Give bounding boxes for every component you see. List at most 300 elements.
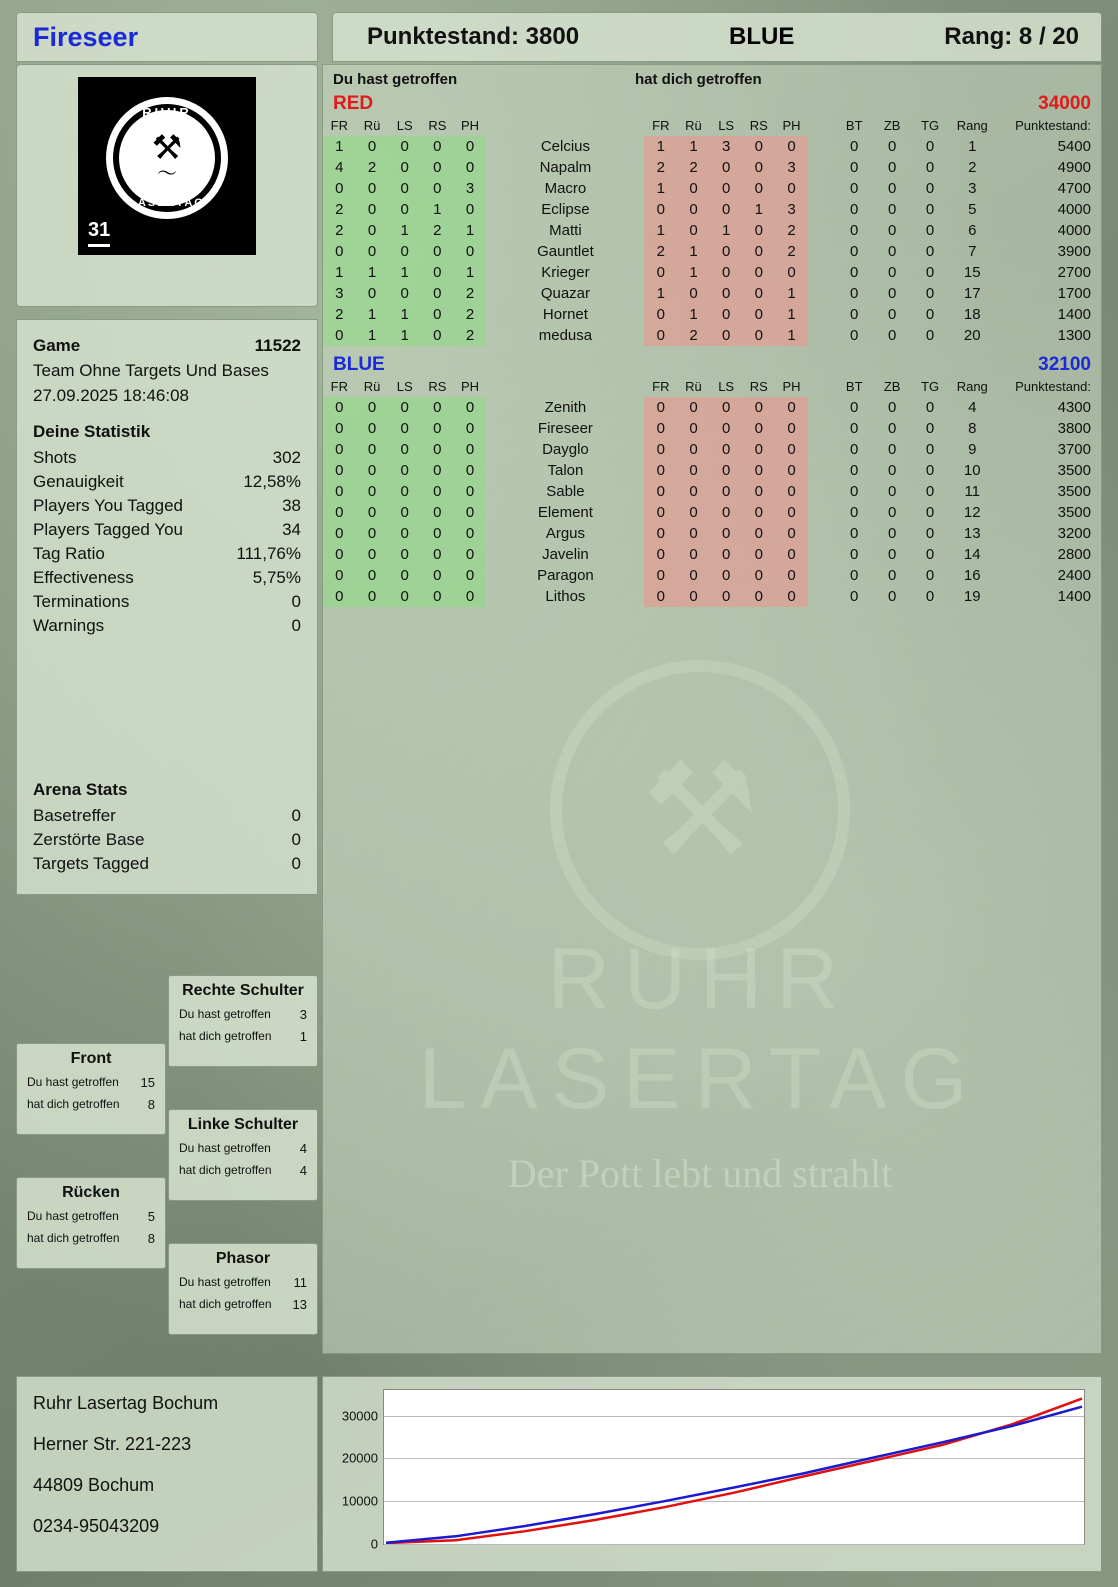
col-header-right-FR: FR <box>652 379 670 394</box>
cell-you-tagged: 0 <box>388 565 421 586</box>
cell-you-tagged: 0 <box>356 502 389 523</box>
game-mode: Team Ohne Targets Und Bases <box>33 361 269 380</box>
zone-got-hit-label: hat dich getroffen <box>179 1029 272 1043</box>
table-row[interactable] <box>323 397 1101 418</box>
cell-tagged-you: 0 <box>710 460 743 481</box>
cell-you-tagged: 0 <box>323 418 356 439</box>
cell-rank: 9 <box>968 441 977 458</box>
cell-you-tagged: 0 <box>421 304 454 325</box>
cell-tg: 0 <box>925 201 935 218</box>
col-header-left-PH: PH <box>460 118 480 133</box>
cell-tagged-you: 0 <box>743 283 776 304</box>
cell-zb: 0 <box>887 483 897 500</box>
cell-you-tagged: 2 <box>323 220 356 241</box>
stat-value-shots: 302 <box>272 448 301 467</box>
cell-you-tagged: 0 <box>356 178 389 199</box>
cell-you-tagged: 1 <box>454 220 487 241</box>
cell-points: 2700 <box>1057 264 1091 281</box>
arena-value-basetreffer: 0 <box>291 806 301 825</box>
table-row[interactable] <box>323 418 1101 439</box>
cell-you-tagged: 0 <box>388 397 421 418</box>
cell-tagged-you: 2 <box>775 241 808 262</box>
cell-bt: 0 <box>850 159 859 176</box>
chart-plot-area <box>341 1389 1085 1552</box>
cell-you-tagged: 0 <box>388 199 421 220</box>
scoreboard-column-headers <box>323 65 1101 93</box>
table-row[interactable] <box>323 502 1101 523</box>
col-header-player <box>486 117 644 136</box>
cell-zb: 0 <box>887 327 897 344</box>
cell-gap <box>808 220 835 241</box>
cell-tagged-you: 0 <box>644 586 677 607</box>
you-tagged-label: Du hast getroffen <box>333 71 458 88</box>
chart-y-tick-label: 0 <box>370 1536 378 1552</box>
address-line-3: 44809 Bochum <box>33 1475 155 1495</box>
cell-you-tagged: 0 <box>356 283 389 304</box>
cell-zb: 0 <box>887 420 897 437</box>
chart-y-tick-label: 30000 <box>341 1408 378 1424</box>
zone-got-hit-value-right-shoulder: 1 <box>299 1029 307 1044</box>
cell-tagged-you: 0 <box>677 460 710 481</box>
cell-tagged-you: 0 <box>775 544 808 565</box>
cell-zb: 0 <box>887 159 897 176</box>
cell-player-name: Gauntlet <box>537 243 594 260</box>
venue-address-panel <box>16 1376 318 1572</box>
cell-you-tagged: 1 <box>388 325 421 346</box>
cell-tagged-you: 0 <box>743 304 776 325</box>
cell-you-tagged: 0 <box>454 523 487 544</box>
cell-tagged-you: 0 <box>710 565 743 586</box>
cell-tagged-you: 0 <box>775 178 808 199</box>
cell-you-tagged: 0 <box>356 397 389 418</box>
col-header-punktestand: Punktestand: <box>1015 118 1091 133</box>
cell-you-tagged: 0 <box>356 220 389 241</box>
cell-rank: 3 <box>968 180 977 197</box>
table-row[interactable] <box>323 283 1101 304</box>
cell-bt: 0 <box>850 264 859 281</box>
cell-you-tagged: 0 <box>454 481 487 502</box>
cell-bt: 0 <box>850 201 859 218</box>
cell-bt: 0 <box>850 327 859 344</box>
table-row[interactable] <box>323 157 1101 178</box>
cell-tagged-you: 0 <box>677 544 710 565</box>
cell-tagged-you: 0 <box>710 439 743 460</box>
cell-you-tagged: 1 <box>356 325 389 346</box>
cell-you-tagged: 0 <box>388 418 421 439</box>
cell-gap <box>808 586 835 607</box>
cell-points: 3500 <box>1057 504 1091 521</box>
stat-value-tag-ratio: 111,76% <box>236 544 301 563</box>
cell-tagged-you: 0 <box>743 178 776 199</box>
table-row[interactable] <box>323 325 1101 346</box>
cell-tagged-you: 2 <box>775 220 808 241</box>
cell-tg: 0 <box>925 222 935 239</box>
cell-player-name: Talon <box>547 462 584 479</box>
cell-points: 3500 <box>1057 462 1091 479</box>
chart-y-tick-label: 20000 <box>341 1450 378 1466</box>
zone-hit-value-back: 5 <box>147 1209 155 1224</box>
cell-tagged-you: 2 <box>644 157 677 178</box>
cell-tagged-you: 0 <box>710 481 743 502</box>
cell-you-tagged: 0 <box>421 325 454 346</box>
cell-you-tagged: 0 <box>421 544 454 565</box>
col-header-right-Rü: Rü <box>685 118 702 133</box>
cell-tagged-you: 1 <box>644 283 677 304</box>
zone-title-front: Front <box>70 1050 112 1067</box>
cell-player-name: Fireseer <box>537 420 593 437</box>
cell-tagged-you: 0 <box>743 157 776 178</box>
cell-points: 3200 <box>1057 525 1091 542</box>
cell-gap <box>808 241 835 262</box>
cell-player-name: Celcius <box>540 138 591 155</box>
col-header-left-Rü: Rü <box>363 379 381 394</box>
cell-you-tagged: 0 <box>388 439 421 460</box>
cell-you-tagged: 0 <box>454 241 487 262</box>
zone-hit-label: Du hast getroffen <box>179 1007 271 1021</box>
cell-tagged-you: 0 <box>710 304 743 325</box>
arena-label-zerstoerte-base: Zerstörte Base <box>33 830 145 849</box>
cell-you-tagged: 0 <box>356 241 389 262</box>
cell-zb: 0 <box>887 264 897 281</box>
cell-tagged-you: 0 <box>677 283 710 304</box>
cell-tagged-you: 1 <box>644 136 677 157</box>
cell-you-tagged: 0 <box>356 586 389 607</box>
cell-points: 2400 <box>1057 567 1091 584</box>
cell-you-tagged: 0 <box>388 241 421 262</box>
table-row[interactable] <box>323 262 1101 283</box>
table-row[interactable] <box>323 220 1101 241</box>
cell-tagged-you: 0 <box>710 325 743 346</box>
table-row[interactable] <box>323 523 1101 544</box>
col-header-left-LS: LS <box>396 379 413 394</box>
cell-gap <box>808 439 835 460</box>
cell-tg: 0 <box>925 525 935 542</box>
cell-tg: 0 <box>925 462 935 479</box>
cell-tagged-you: 0 <box>710 157 743 178</box>
cell-you-tagged: 0 <box>356 523 389 544</box>
cell-tagged-you: 0 <box>743 502 776 523</box>
cell-you-tagged: 2 <box>323 199 356 220</box>
cell-you-tagged: 1 <box>356 262 389 283</box>
cell-you-tagged: 3 <box>454 178 487 199</box>
cell-you-tagged: 2 <box>323 304 356 325</box>
cell-you-tagged: 0 <box>323 439 356 460</box>
score-label: Punktestand: 3800 <box>367 23 580 50</box>
zone-phasor <box>168 1243 318 1335</box>
table-row[interactable] <box>323 544 1101 565</box>
cell-tagged-you: 0 <box>644 199 677 220</box>
cell-you-tagged: 2 <box>421 220 454 241</box>
cell-tagged-you: 0 <box>743 586 776 607</box>
col-gap <box>808 117 835 136</box>
cell-rank: 5 <box>968 201 977 218</box>
cell-you-tagged: 0 <box>454 502 487 523</box>
cell-you-tagged: 0 <box>388 523 421 544</box>
cell-you-tagged: 0 <box>454 460 487 481</box>
zone-front <box>16 1043 166 1135</box>
game-title: Game <box>33 336 81 355</box>
col-header-right-LS: LS <box>718 118 735 133</box>
cell-you-tagged: 0 <box>323 481 356 502</box>
zone-got-hit-value-front: 8 <box>147 1097 155 1112</box>
cell-zb: 0 <box>887 180 897 197</box>
cell-you-tagged: 0 <box>421 178 454 199</box>
cell-tagged-you: 0 <box>775 397 808 418</box>
cell-tagged-you: 0 <box>644 397 677 418</box>
cell-tagged-you: 0 <box>743 565 776 586</box>
cell-you-tagged: 0 <box>454 136 487 157</box>
cell-tagged-you: 1 <box>677 241 710 262</box>
cell-tagged-you: 1 <box>644 220 677 241</box>
cell-tagged-you: 0 <box>644 418 677 439</box>
zone-got-hit-label: hat dich getroffen <box>179 1163 272 1177</box>
cell-tagged-you: 0 <box>743 241 776 262</box>
cell-tagged-you: 0 <box>743 136 776 157</box>
address-line-2: Herner Str. 221-223 <box>33 1434 192 1454</box>
col-header-left-FR: FR <box>330 118 348 133</box>
cell-tagged-you: 0 <box>775 586 808 607</box>
chart-gridline <box>384 1544 1084 1545</box>
cell-gap <box>808 262 835 283</box>
cell-gap <box>808 544 835 565</box>
stat-label-warnings: Warnings <box>33 616 105 635</box>
table-row[interactable] <box>323 304 1101 325</box>
cell-you-tagged: 0 <box>421 157 454 178</box>
cell-you-tagged: 0 <box>323 502 356 523</box>
cell-tagged-you: 1 <box>775 283 808 304</box>
cell-tagged-you: 0 <box>775 439 808 460</box>
zone-got-hit-value-left-shoulder: 4 <box>299 1163 307 1178</box>
game-info-panel <box>16 319 318 895</box>
table-row[interactable] <box>323 136 1101 157</box>
cell-player-name: Zenith <box>544 399 587 416</box>
cell-gap <box>808 565 835 586</box>
zone-back <box>16 1177 166 1269</box>
cell-points: 3900 <box>1057 243 1091 260</box>
team-score: 34000 <box>1038 93 1091 114</box>
stat-value-players-you-tagged: 38 <box>282 496 301 515</box>
cell-tagged-you: 0 <box>644 304 677 325</box>
score-summary-panel <box>332 12 1102 62</box>
stat-label-players-you-tagged: Players You Tagged <box>33 496 183 515</box>
logo-top-text: RUHR <box>142 105 192 120</box>
cell-you-tagged: 0 <box>323 586 356 607</box>
cell-you-tagged: 0 <box>388 283 421 304</box>
cell-tagged-you: 0 <box>743 418 776 439</box>
cell-points: 1700 <box>1057 285 1091 302</box>
cell-points: 1400 <box>1057 306 1091 323</box>
table-row[interactable] <box>323 586 1101 607</box>
col-header-zb: ZB <box>883 379 901 394</box>
zone-right-shoulder <box>168 975 318 1067</box>
cell-rank: 7 <box>968 243 977 260</box>
arena-label-targets-tagged: Targets Tagged <box>33 854 149 873</box>
cell-tg: 0 <box>925 504 935 521</box>
cell-tagged-you: 0 <box>743 523 776 544</box>
cell-zb: 0 <box>887 588 897 605</box>
cell-you-tagged: 0 <box>323 523 356 544</box>
table-row[interactable] <box>323 439 1101 460</box>
arena-value-zerstoerte-base: 0 <box>291 830 301 849</box>
cell-tagged-you: 0 <box>710 178 743 199</box>
cell-you-tagged: 0 <box>421 460 454 481</box>
col-header-player <box>486 378 644 397</box>
stat-label-effectiveness: Effectiveness <box>33 568 134 587</box>
col-header-rang: Rang <box>956 118 988 133</box>
cell-bt: 0 <box>850 546 859 563</box>
cell-you-tagged: 0 <box>323 178 356 199</box>
cell-you-tagged: 1 <box>323 136 356 157</box>
cell-you-tagged: 0 <box>421 418 454 439</box>
cell-zb: 0 <box>887 399 897 416</box>
cell-tg: 0 <box>925 441 935 458</box>
team-table-blue <box>323 378 1101 607</box>
zone-hit-value-front: 15 <box>140 1075 155 1090</box>
cell-tagged-you: 1 <box>775 325 808 346</box>
stat-label-players-tagged-you: Players Tagged You <box>33 520 183 539</box>
cell-tg: 0 <box>925 285 935 302</box>
cell-bt: 0 <box>850 285 859 302</box>
table-row[interactable] <box>323 199 1101 220</box>
cell-you-tagged: 0 <box>323 460 356 481</box>
arena-label-basetreffer: Basetreffer <box>33 806 116 825</box>
cell-tagged-you: 2 <box>644 241 677 262</box>
col-header-right-Rü: Rü <box>685 379 702 394</box>
cell-bt: 0 <box>850 504 859 521</box>
cell-tagged-you: 0 <box>710 199 743 220</box>
player-name-panel <box>16 12 318 62</box>
table-row[interactable] <box>323 241 1101 262</box>
logo-bottom-text: LASERTAG <box>129 197 205 209</box>
cell-tagged-you: 0 <box>677 397 710 418</box>
cell-bt: 0 <box>850 420 859 437</box>
cell-rank: 1 <box>968 138 977 155</box>
address-line-1: Ruhr Lasertag Bochum <box>33 1393 219 1413</box>
cell-points: 4300 <box>1057 399 1091 416</box>
cell-zb: 0 <box>887 567 897 584</box>
cell-rank: 13 <box>963 525 981 542</box>
cell-you-tagged: 2 <box>454 325 487 346</box>
cell-tagged-you: 0 <box>644 325 677 346</box>
cell-tagged-you: 0 <box>644 481 677 502</box>
cell-tagged-you: 0 <box>710 241 743 262</box>
cell-tagged-you: 0 <box>743 439 776 460</box>
cell-rank: 10 <box>963 462 981 479</box>
table-row[interactable] <box>323 460 1101 481</box>
cell-you-tagged: 0 <box>388 460 421 481</box>
col-header-right-PH: PH <box>782 379 801 394</box>
score-progress-chart <box>322 1376 1102 1572</box>
cell-points: 2800 <box>1057 546 1091 563</box>
cell-bt: 0 <box>850 441 859 458</box>
cell-you-tagged: 0 <box>356 418 389 439</box>
cell-you-tagged: 0 <box>454 418 487 439</box>
cell-tagged-you: 3 <box>775 199 808 220</box>
cell-you-tagged: 0 <box>323 544 356 565</box>
cell-tagged-you: 0 <box>775 460 808 481</box>
cell-player-name: Hornet <box>542 306 588 323</box>
cell-you-tagged: 0 <box>388 136 421 157</box>
zone-hit-value-phasor: 11 <box>293 1275 307 1290</box>
cell-rank: 11 <box>964 483 981 500</box>
cell-points: 1400 <box>1057 588 1091 605</box>
cell-points: 3800 <box>1057 420 1091 437</box>
table-row[interactable] <box>323 481 1101 502</box>
arena-value-targets-tagged: 0 <box>291 854 301 873</box>
cell-tagged-you: 1 <box>644 178 677 199</box>
cell-you-tagged: 0 <box>388 544 421 565</box>
cell-player-name: Lithos <box>545 588 586 605</box>
cell-gap <box>808 418 835 439</box>
cell-tagged-you: 0 <box>677 565 710 586</box>
cell-points: 5400 <box>1057 138 1091 155</box>
cell-zb: 0 <box>887 546 897 563</box>
cell-points: 4000 <box>1057 201 1091 218</box>
cell-gap <box>808 523 835 544</box>
cell-zb: 0 <box>887 138 897 155</box>
table-row[interactable] <box>323 565 1101 586</box>
cell-rank: 15 <box>963 264 981 281</box>
stat-label-accuracy: Genauigkeit <box>33 472 124 491</box>
cell-tg: 0 <box>925 588 935 605</box>
cell-bt: 0 <box>850 180 859 197</box>
zone-hit-label: Du hast getroffen <box>179 1275 271 1289</box>
cell-you-tagged: 0 <box>323 241 356 262</box>
cell-player-name: Dayglo <box>542 441 589 458</box>
cell-tagged-you: 1 <box>710 220 743 241</box>
team-name: BLUE <box>333 354 385 375</box>
cell-rank: 4 <box>968 399 977 416</box>
zone-title-back: Rücken <box>62 1184 120 1201</box>
cell-tagged-you: 0 <box>710 502 743 523</box>
cell-zb: 0 <box>887 285 897 302</box>
cell-tagged-you: 0 <box>710 283 743 304</box>
cell-tagged-you: 0 <box>710 586 743 607</box>
table-row[interactable] <box>323 178 1101 199</box>
cell-tagged-you: 3 <box>710 136 743 157</box>
col-header-right-LS: LS <box>718 379 735 394</box>
col-header-right-RS: RS <box>749 118 768 133</box>
cell-tagged-you: 3 <box>775 157 808 178</box>
zone-hit-label: Du hast getroffen <box>179 1141 271 1155</box>
cell-you-tagged: 1 <box>388 262 421 283</box>
col-header-right-FR: FR <box>652 118 670 133</box>
cell-rank: 16 <box>963 567 981 584</box>
cell-zb: 0 <box>887 201 897 218</box>
cell-tagged-you: 0 <box>644 523 677 544</box>
cell-you-tagged: 0 <box>421 502 454 523</box>
cell-zb: 0 <box>887 441 897 458</box>
cell-points: 3500 <box>1057 483 1091 500</box>
team-header-blue <box>323 354 1101 378</box>
cell-gap <box>808 325 835 346</box>
zone-title-right-shoulder: Rechte Schulter <box>182 982 304 999</box>
cell-player-name: Krieger <box>541 264 590 281</box>
cell-bt: 0 <box>850 243 859 260</box>
logo-panel <box>16 64 318 307</box>
cell-gap <box>808 283 835 304</box>
zone-got-hit-label: hat dich getroffen <box>27 1097 120 1111</box>
cell-you-tagged: 2 <box>454 283 487 304</box>
left-column <box>16 64 318 895</box>
cell-you-tagged: 1 <box>454 262 487 283</box>
cell-tagged-you: 0 <box>644 544 677 565</box>
cell-tagged-you: 2 <box>677 157 710 178</box>
chart-line-red <box>386 1399 1082 1544</box>
cell-rank: 6 <box>968 222 977 239</box>
hit-zone-panels <box>16 975 318 1350</box>
cell-bt: 0 <box>850 462 859 479</box>
